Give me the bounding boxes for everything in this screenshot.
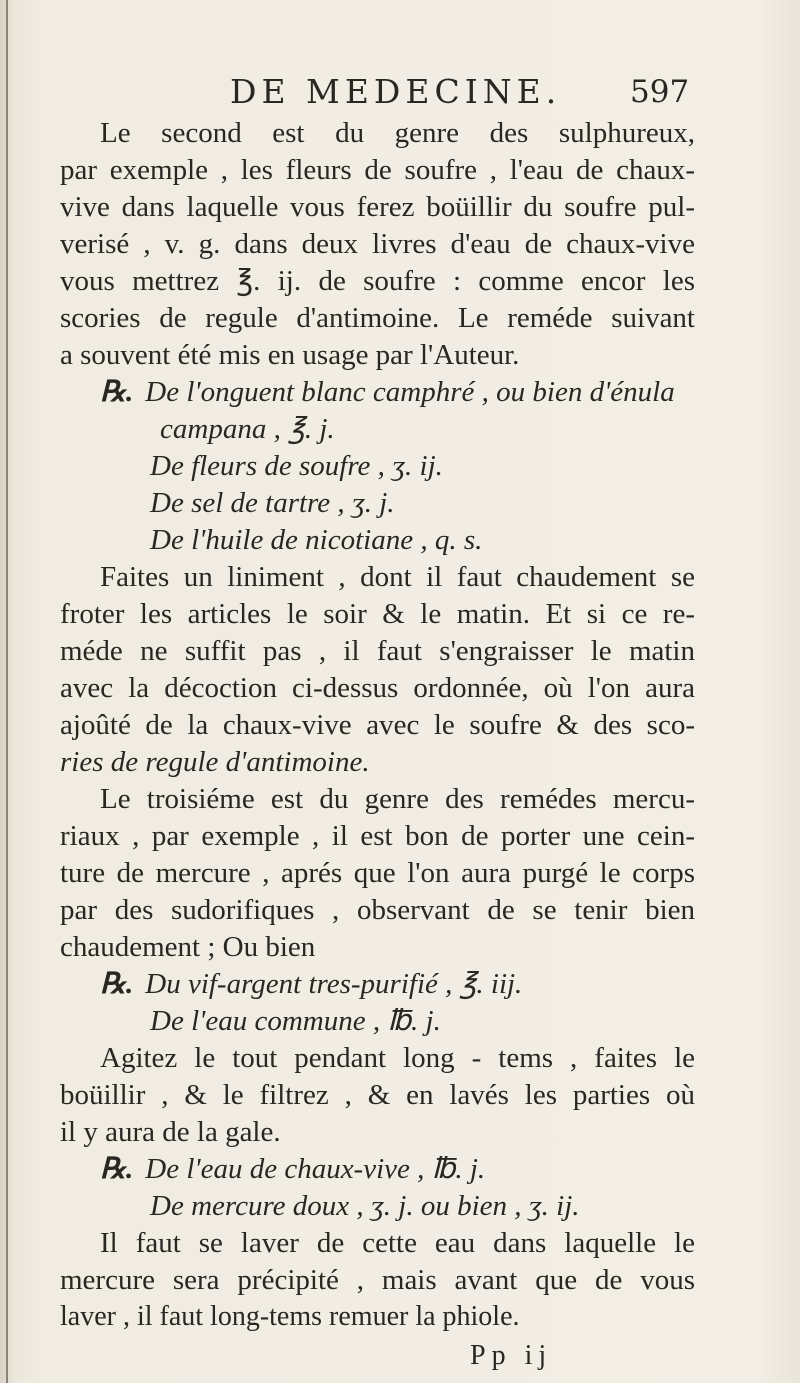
- text-line: méde ne suffit pas , il faut s'engraisser le matin: [60, 635, 695, 667]
- text-line: boüillir , & le filtrez , & en lavés les parties où: [60, 1079, 695, 1111]
- text-line: chaudement ; Ou bien: [60, 931, 316, 963]
- text-line: par exemple , les fleurs de soufre , l'eau de chaux-: [60, 154, 695, 186]
- text-line: Le troisiéme est du genre des remédes mercu-: [100, 783, 695, 815]
- recipe-text: De l'eau de chaux-vive , ℔. j.: [145, 1153, 486, 1185]
- text-line: Il faut se laver de cette eau dans laquelle le: [100, 1227, 695, 1259]
- recipe-line: De fleurs de soufre , ʒ. ij.: [150, 450, 443, 482]
- text-line: avec la décoction ci-dessus ordonnée, où l'on aura: [60, 672, 695, 704]
- text-line: scories de regule d'antimoine. Le reméde suivant: [60, 302, 695, 334]
- recipe-line: De sel de tartre , ʒ. j.: [150, 487, 395, 519]
- page-header: [0, 72, 800, 112]
- text-line: ries de regule d'antimoine.: [60, 746, 370, 778]
- text-line: Le second est du genre des sulphureux,: [100, 117, 695, 149]
- recipe-line: [100, 1151, 485, 1187]
- text-line: ajoûté de la chaux-vive avec le soufre & des sco-: [60, 709, 695, 741]
- page-number: 597: [630, 74, 690, 110]
- recipe-text: De l'onguent blanc camphré , ou bien d'énula: [145, 376, 675, 408]
- text-line: riaux , par exemple , il est bon de porter une cein-: [60, 820, 695, 852]
- recipe-symbol: ℞.: [100, 968, 134, 1000]
- text-line: vive dans laquelle vous ferez boüillir du soufre pul-: [60, 191, 695, 223]
- text-line: vous mettrez ℥. ij. de soufre : comme encor les: [60, 265, 695, 297]
- text-line: Faites un liniment , dont il faut chaudement se: [100, 561, 695, 593]
- running-title: DE MEDECINE.: [230, 72, 562, 111]
- text-line: mercure sera précipité , mais avant que de vous: [60, 1264, 695, 1296]
- text-line: laver , il faut long-tems remuer la phiole.: [60, 1301, 520, 1332]
- recipe-line: [100, 374, 675, 410]
- text-line: a souvent été mis en usage par l'Auteur.: [60, 339, 520, 371]
- text-line: ture de mercure , aprés que l'on aura purgé le corps: [60, 857, 695, 889]
- signature-mark: Pp ij: [470, 1340, 553, 1371]
- recipe-line: De l'huile de nicotiane , q. s.: [150, 524, 483, 556]
- text-line: il y aura de la gale.: [60, 1116, 281, 1148]
- recipe-symbol: ℞.: [100, 1153, 134, 1185]
- text-line: par des sudorifiques , observant de se tenir bien: [60, 894, 695, 926]
- recipe-text: Du vif-argent tres-purifié , ℥. iij.: [145, 968, 523, 1000]
- recipe-line: De mercure doux , ʒ. j. ou bien , ʒ. ij.: [150, 1190, 580, 1222]
- text-line: froter les articles le soir & le matin. Et si ce re-: [60, 598, 695, 630]
- recipe-line: campana , ℥. j.: [160, 413, 335, 445]
- recipe-line: [100, 966, 522, 1002]
- text-line: verisé , v. g. dans deux livres d'eau de chaux-vive: [60, 228, 695, 260]
- recipe-line: De l'eau commune , ℔. j.: [150, 1005, 441, 1037]
- page-gutter-shadow: [6, 0, 8, 1383]
- text-line: Agitez le tout pendant long - tems , faites le: [100, 1042, 695, 1074]
- recipe-symbol: ℞.: [100, 376, 134, 408]
